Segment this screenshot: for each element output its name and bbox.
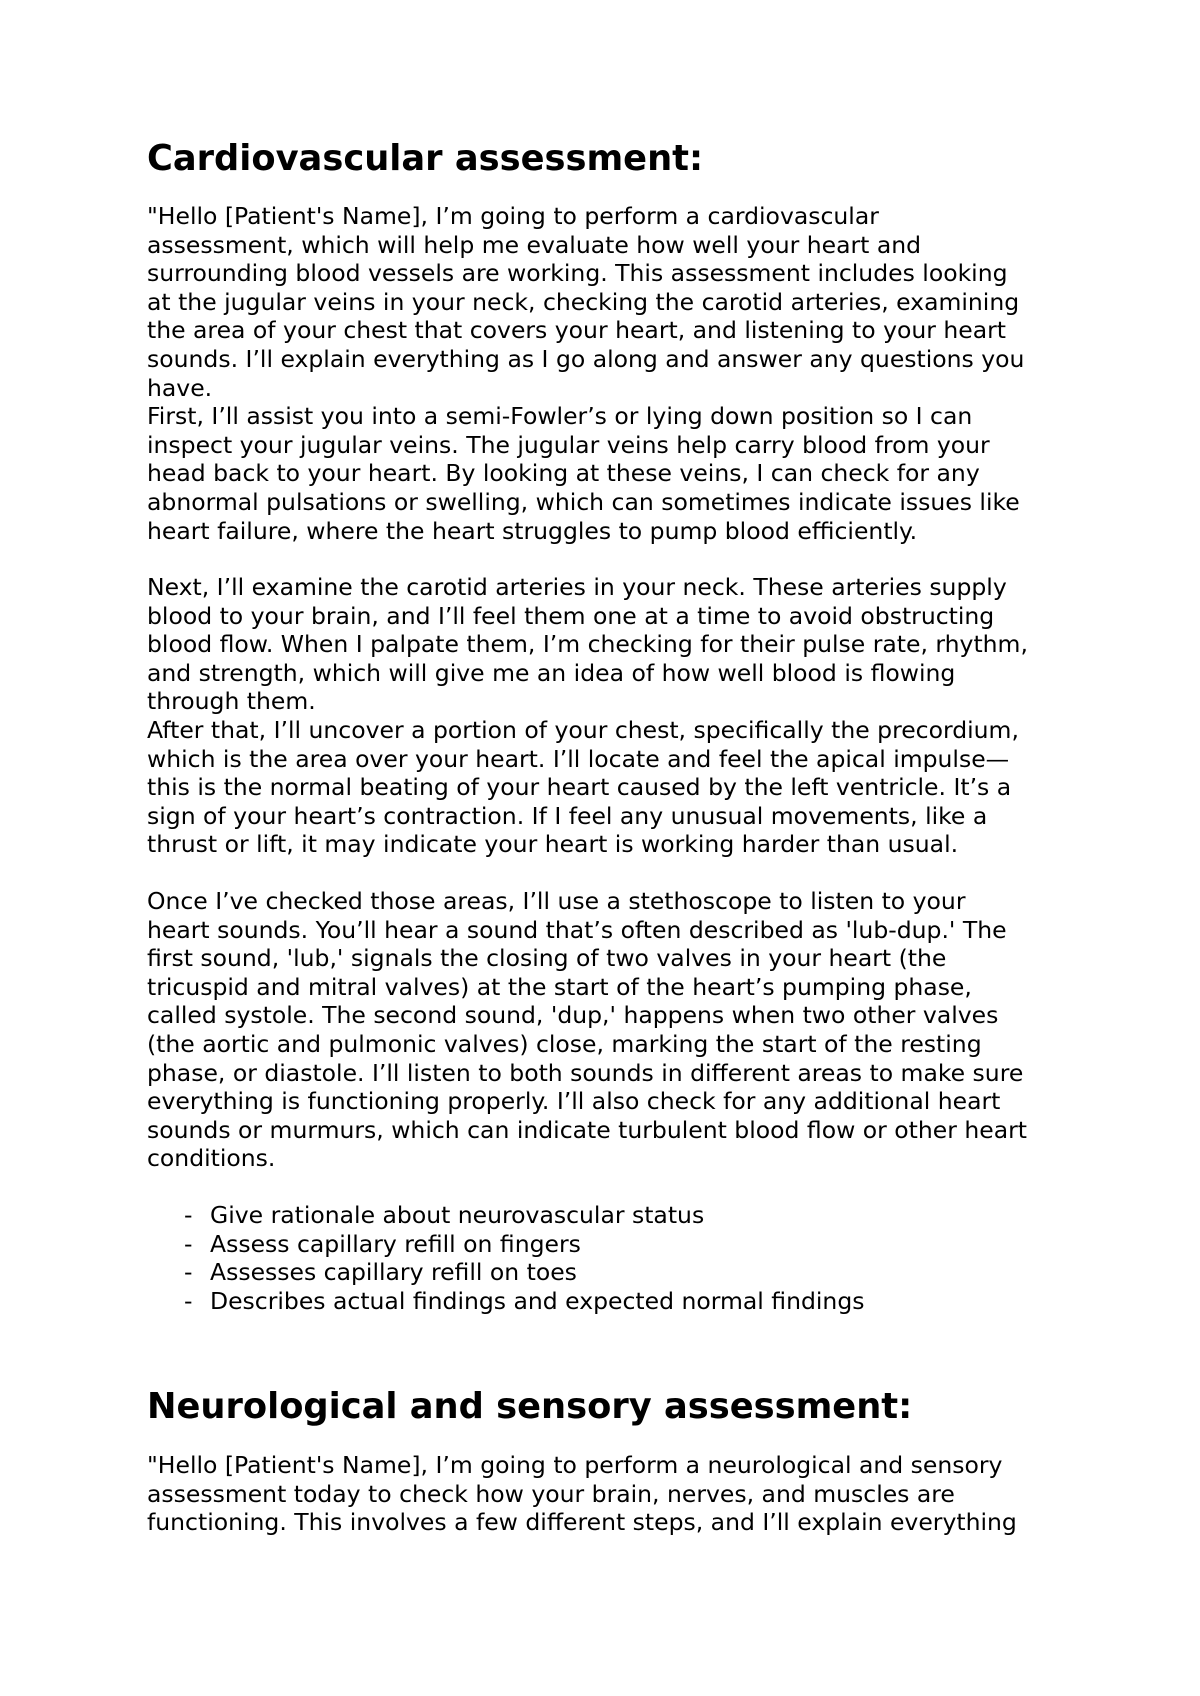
text-line: blood flow. When I palpate them, I’m checking for their pulse rate, rhythm, <box>147 630 1028 659</box>
list-item <box>147 1258 865 1287</box>
text-line: "Hello [Patient's Name], I’m going to perform a neurological and sensory <box>147 1451 1003 1479</box>
text-line: at the jugular veins in your neck, checking the carotid arteries, examining <box>147 287 1020 316</box>
text-line: inspect your jugular veins. The jugular veins help carry blood from your <box>147 430 990 459</box>
text-line: and strength, which will give me an idea of how well blood is flowing <box>147 658 956 687</box>
list-item-text: Assess capillary refill on fingers <box>210 1229 581 1258</box>
text-line: the area of your chest that covers your heart, and listening to your heart <box>147 316 1007 345</box>
bullet-marker: - <box>184 1201 193 1229</box>
text-line: surrounding blood vessels are working. This assessment includes looking <box>147 259 1008 288</box>
text-line: functioning. This involves a few different steps, and I’ll explain everything <box>147 1508 1017 1537</box>
text-line: sounds. I’ll explain everything as I go along and answer any questions you <box>147 344 1025 373</box>
text-line: Once I’ve checked those areas, I’ll use a stethoscope to listen to your <box>147 887 966 915</box>
text-line: have. <box>147 373 213 402</box>
text-line: abnormal pulsations or swelling, which can sometimes indicate issues like <box>147 487 1020 516</box>
text-line: tricuspid and mitral valves) at the start of the heart’s pumping phase, <box>147 972 972 1001</box>
text-line: heart failure, where the heart struggles to pump blood efficiently. <box>147 516 918 545</box>
paragraph-neuro-intro <box>147 1451 1077 1537</box>
bullet-list <box>147 1201 865 1315</box>
list-item <box>147 1230 865 1259</box>
bullet-marker: - <box>184 1258 193 1287</box>
section-heading-neurological: Neurological and sensory assessment: <box>147 1386 913 1427</box>
text-line: this is the normal beating of your heart caused by the left ventricle. It’s a <box>147 773 1012 802</box>
section-heading-cardiovascular: Cardiovascular assessment: <box>147 138 704 179</box>
list-item-text: Give rationale about neurovascular status <box>210 1201 705 1229</box>
text-line: assessment today to check how your brain, nerves, and muscles are <box>147 1479 955 1508</box>
paragraph-carotid-precordium <box>147 573 1077 859</box>
text-line: phase, or diastole. I’ll listen to both sounds in different areas to make sure <box>147 1058 1024 1087</box>
paragraph-heart-sounds <box>147 887 1077 1173</box>
text-line: head back to your heart. By looking at these veins, I can check for any <box>147 459 980 488</box>
text-line: "Hello [Patient's Name], I’m going to perform a cardiovascular <box>147 202 879 230</box>
text-line: which is the area over your heart. I’ll locate and feel the apical impulse— <box>147 744 1010 773</box>
text-line: sounds or murmurs, which can indicate turbulent blood flow or other heart <box>147 1115 1027 1144</box>
text-line: blood to your brain, and I’ll feel them one at a time to avoid obstructing <box>147 601 995 630</box>
list-item-text: Assesses capillary refill on toes <box>210 1258 577 1287</box>
text-line: thrust or lift, it may indicate your heart is working harder than usual. <box>147 830 959 859</box>
text-line: everything is functioning properly. I’ll also check for any additional heart <box>147 1087 1001 1116</box>
text-line: first sound, 'lub,' signals the closing of two valves in your heart (the <box>147 944 947 973</box>
bullet-marker: - <box>184 1286 193 1315</box>
list-item-text: Describes actual findings and expected normal findings <box>210 1286 865 1315</box>
text-line: conditions. <box>147 1144 276 1173</box>
text-line: through them. <box>147 687 316 716</box>
list-item <box>147 1201 865 1230</box>
text-line: heart sounds. You’ll hear a sound that’s often described as 'lub-dup.' The <box>147 915 1007 944</box>
text-line: After that, I’ll uncover a portion of your chest, specifically the precordium, <box>147 715 1019 744</box>
text-line: Next, I’ll examine the carotid arteries in your neck. These arteries supply <box>147 573 1007 601</box>
bullet-marker: - <box>184 1229 193 1258</box>
text-line: (the aortic and pulmonic valves) close, marking the start of the resting <box>147 1029 982 1058</box>
paragraph-intro <box>147 202 1077 545</box>
text-line: called systole. The second sound, 'dup,' happens when two other valves <box>147 1001 999 1030</box>
text-line: First, I’ll assist you into a semi-Fowler’s or lying down position so I can <box>147 402 973 431</box>
list-item <box>147 1287 865 1316</box>
text-line: sign of your heart’s contraction. If I feel any unusual movements, like a <box>147 801 988 830</box>
text-line: assessment, which will help me evaluate how well your heart and <box>147 230 922 259</box>
